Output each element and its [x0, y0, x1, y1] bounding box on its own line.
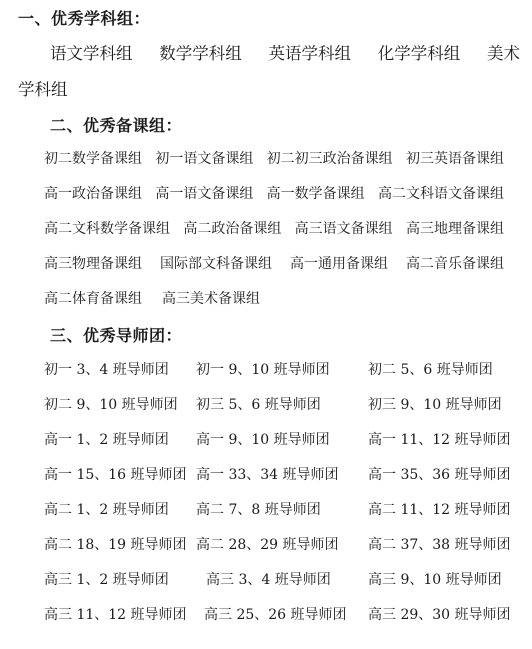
mentor-team-item: 高三 9、10 班导师团: [368, 572, 502, 588]
mentor-team-item: 高二 1、2 班导师团: [44, 502, 169, 518]
lesson-group-item: 高二文科语文备课组: [377, 186, 504, 202]
subject-group-item: 美术: [487, 44, 520, 63]
mentor-team-item: 高一 35、36 班导师团: [368, 467, 511, 483]
lesson-group-item: 高一数学备课组: [266, 186, 365, 202]
subject-groups-list: [50, 40, 520, 64]
mentor-team-item: 高一 1、2 班导师团: [44, 432, 169, 448]
lesson-group-item: 国际部文科备课组: [160, 256, 272, 272]
lesson-group-item: 初二初三政治备课组: [266, 151, 393, 167]
lesson-group-item: 高二音乐备课组: [406, 256, 504, 272]
lesson-group-item: 初二数学备课组: [44, 151, 142, 167]
mentor-team-item: 高二 7、8 班导师团: [196, 502, 321, 518]
lesson-group-item: 高二文科数学备课组: [44, 221, 170, 237]
mentor-team-item: 高三 11、12 班导师团: [44, 607, 187, 623]
section-heading-lesson-groups: 二、优秀备课组：: [50, 116, 183, 135]
lesson-group-row: [44, 253, 504, 273]
subject-group-item: 数学学科组: [159, 44, 242, 63]
lesson-group-item: 高一政治备课组: [44, 186, 142, 202]
lesson-group-item: 高三物理备课组: [44, 256, 142, 272]
lesson-group-item: 高一语文备课组: [155, 186, 254, 202]
section-heading-mentor-teams: 三、优秀导师团：: [50, 326, 183, 345]
lesson-group-item: 高三地理备课组: [405, 221, 504, 237]
lesson-group-row: [44, 288, 504, 308]
mentor-team-item: 高三 29、30 班导师团: [368, 607, 511, 623]
mentor-team-item: 高二 11、12 班导师团: [368, 502, 511, 518]
lesson-group-item: 高三语文备课组: [294, 221, 393, 237]
mentor-team-item: 初三 5、6 班导师团: [196, 397, 321, 413]
mentor-team-item: 高一 33、34 班导师团: [196, 467, 339, 483]
lesson-group-item: 高二体育备课组: [44, 291, 142, 307]
subject-group-item: 化学学科组: [377, 44, 461, 63]
mentor-team-item: 高一 15、16 班导师团: [44, 467, 187, 483]
mentor-team-item: 高二 37、38 班导师团: [368, 537, 511, 553]
lesson-group-item: 高三美术备课组: [162, 291, 260, 307]
subject-group-item: 语文学科组: [50, 44, 133, 63]
lesson-group-item: 初一语文备课组: [155, 151, 254, 167]
mentor-team-item: 高一 9、10 班导师团: [196, 432, 330, 448]
lesson-group-row: [44, 148, 504, 168]
lesson-group-item: 高一通用备课组: [290, 256, 388, 272]
lesson-group-row: [44, 183, 504, 203]
mentor-team-item: 初三 9、10 班导师团: [368, 397, 502, 413]
mentor-team-item: 高三 1、2 班导师团: [44, 572, 169, 588]
subject-group-item: 英语学科组: [268, 44, 351, 63]
mentor-team-item: 初二 9、10 班导师团: [44, 397, 178, 413]
mentor-team-item: 初二 5、6 班导师团: [368, 362, 493, 378]
mentor-team-item: 高一 11、12 班导师团: [368, 432, 511, 448]
lesson-group-row: [44, 218, 504, 238]
mentor-team-item: 高三 25、26 班导师团: [204, 607, 347, 623]
mentor-team-item: 高二 28、29 班导师团: [196, 537, 339, 553]
mentor-team-item: 初一 3、4 班导师团: [44, 362, 169, 378]
mentor-team-item: 高二 18、19 班导师团: [44, 537, 187, 553]
mentor-team-item: 高三 3、4 班导师团: [206, 572, 331, 588]
mentor-team-item: 初一 9、10 班导师团: [196, 362, 330, 378]
lesson-group-item: 初三英语备课组: [405, 151, 504, 167]
section-heading-subject-groups: 一、优秀学科组：: [18, 9, 151, 28]
lesson-group-item: 高二政治备课组: [183, 221, 282, 237]
subject-group-item-wrap: 学科组: [18, 80, 68, 99]
